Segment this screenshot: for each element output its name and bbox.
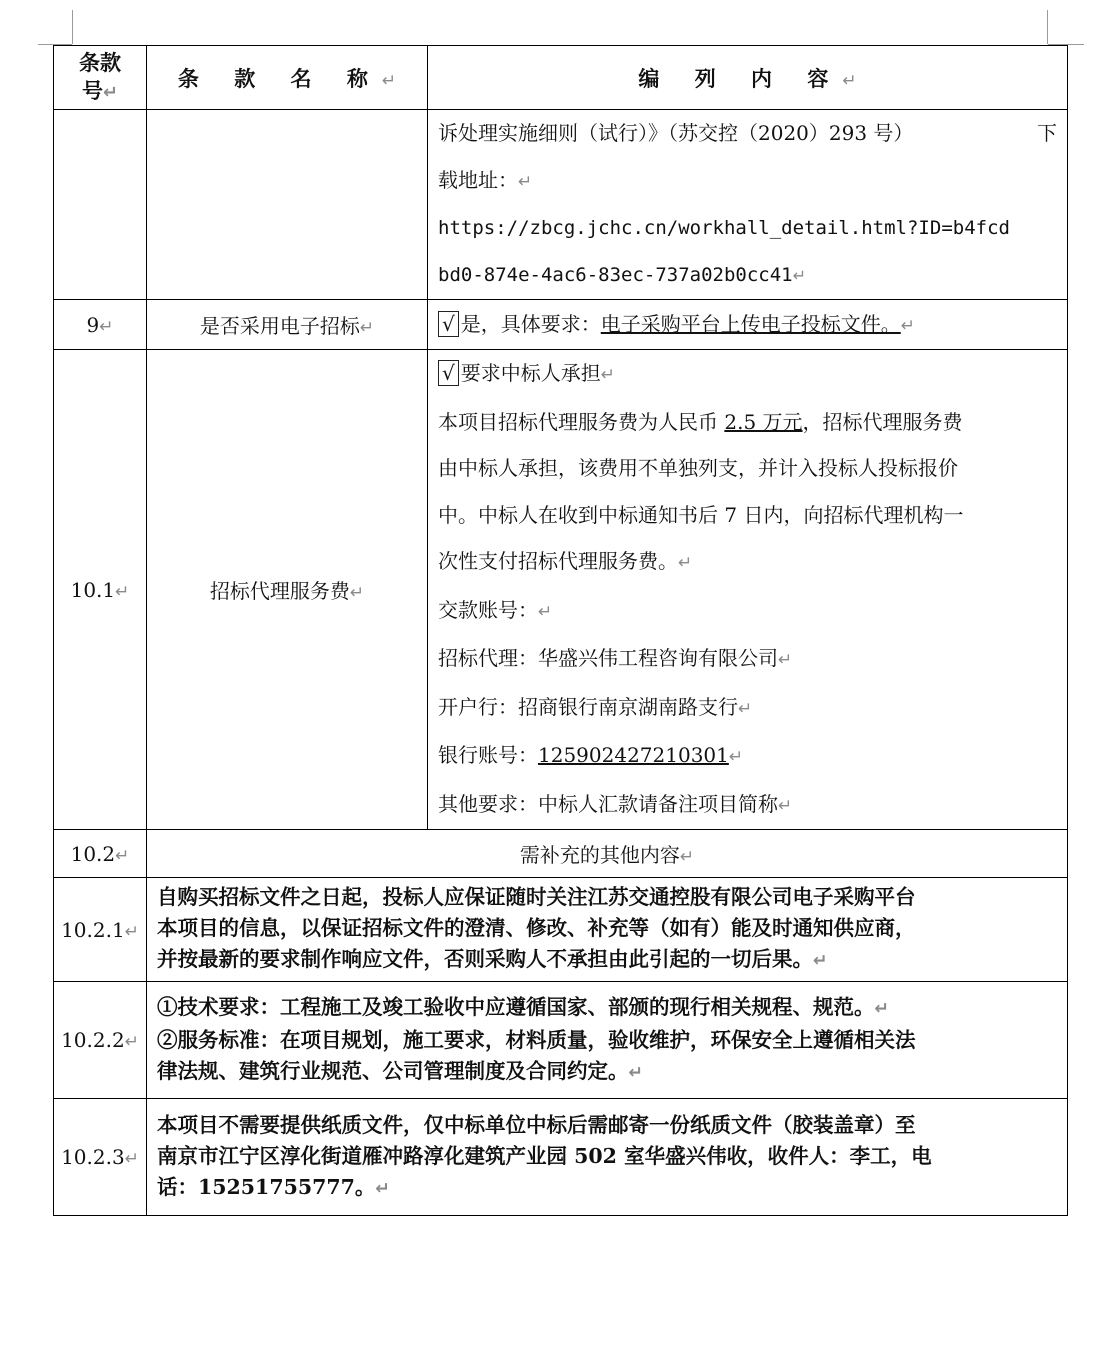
content-line: 下 (1037, 121, 1057, 145)
paragraph-mark: ↵ (124, 921, 139, 942)
paragraph-mark: ↵ (115, 581, 130, 602)
paragraph-mark: ↵ (518, 171, 533, 192)
page-corner-mark-left-v (72, 10, 73, 44)
clause-number (54, 878, 147, 982)
checkbox-checked-icon: √ (438, 360, 459, 386)
clause-number (54, 830, 147, 878)
paragraph-mark: ↵ (538, 601, 553, 622)
bank-name: 开户行：招商银行南京湖南路支行 (438, 694, 738, 719)
content-line: 本项目不需要提供纸质文件，仅中标单位中标后需邮寄一份纸质文件（胶装盖章）至 (157, 1112, 916, 1137)
table-row (54, 350, 1068, 830)
paragraph-mark: ↵ (778, 795, 793, 816)
content-text: 次性支付招标代理服务费。 (438, 549, 678, 573)
content-text: 要求中标人承担 (460, 361, 601, 385)
content-text: 是，具体要求： (460, 311, 601, 336)
content-text: 中。中标人在收到中标通知书后 7 日内，向招标代理机构一 (438, 502, 964, 527)
cell-content (428, 110, 1068, 300)
clause-number-text: 10.2.2 (61, 1028, 125, 1052)
clause-number-text: 10.2.3 (61, 1145, 125, 1169)
content-text: 本项目招标代理服务费为人民币 (438, 409, 718, 434)
content-line: 律法规、建筑行业规范、公司管理制度及合同约定。 (157, 1058, 629, 1083)
paragraph-mark: ↵ (115, 845, 130, 866)
content-text: 由中标人承担，该费用不单独列支，并计入投标人投标报价 (438, 456, 958, 480)
content-line: 自购买招标文件之日起，投标人应保证随时关注江苏交通控股有限公司电子采购平台 (157, 885, 916, 909)
clause-name-text: 是否采用电子招标 (199, 314, 360, 338)
cell-empty (54, 110, 147, 300)
agent-name: 招标代理：华盛兴伟工程咨询有限公司 (438, 646, 778, 670)
content-line: ②服务标准：在项目规划，施工要求，材料质量，验收维护，环保安全上遵循相关法 (157, 1027, 916, 1052)
content-line: ①技术要求：工程施工及竣工验收中应遵循国家、部颁的现行相关规程、规范。 (157, 994, 875, 1019)
paragraph-mark: ↵ (600, 365, 615, 385)
paragraph-mark: ↵ (103, 81, 118, 103)
clause-number (54, 982, 147, 1099)
content-line: 本项目的信息，以保证招标文件的澄清、修改、补充等（如有）能及时通知供应商， (157, 916, 916, 940)
page-corner-mark-right-v (1047, 10, 1048, 44)
header-clause-name (147, 46, 428, 110)
clause-number-text: 9 (86, 312, 100, 337)
cell-content (147, 982, 1068, 1099)
paragraph-mark: ↵ (124, 1032, 139, 1052)
fee-amount: 2.5 万元 (724, 409, 803, 434)
paragraph-mark: ↵ (678, 553, 693, 573)
table-row (54, 110, 1068, 300)
table-header-row (54, 46, 1068, 110)
clause-name (147, 300, 428, 350)
download-url-line: bd0-874e-4ac6-83ec-737a02b0cc41 (438, 263, 793, 286)
content-text: 其他要求：中标人汇款请备注项目简称 (438, 791, 778, 816)
cell-content (147, 878, 1068, 982)
clause-number-text: 10.2 (70, 841, 116, 866)
table-row (54, 1099, 1068, 1216)
paragraph-mark: ↵ (792, 265, 807, 285)
clause-table (53, 45, 1068, 1216)
download-url-line: https://zbcg.jchc.cn/workhall_detail.html?ID=b4fcd (438, 217, 1010, 239)
table-row (54, 300, 1068, 350)
content-line: 话：15251755777。 (157, 1174, 376, 1199)
header-clause-number (54, 46, 147, 110)
clause-number (54, 1099, 147, 1216)
bank-account-number: 125902427210301 (538, 743, 729, 767)
paragraph-mark: ↵ (813, 951, 828, 971)
cell-content (428, 300, 1068, 350)
paragraph-mark: ↵ (842, 70, 857, 91)
underlined-requirement: 电子采购平台上传电子投标文件。 (600, 311, 901, 336)
clause-number (54, 350, 147, 830)
header-clause-name-text: 条 款 名 称 (177, 65, 382, 91)
content-text: 银行账号： (438, 743, 538, 767)
paragraph-mark: ↵ (99, 316, 114, 337)
header-content-text: 编 列 内 容 (638, 65, 843, 91)
content-line: 南京市江宁区淳化街道雁冲路淳化建筑产业园 502 室华盛兴伟收，收件人：李工，电 (157, 1143, 932, 1168)
header-content (428, 46, 1068, 110)
table-row (54, 830, 1068, 878)
cell-content (428, 350, 1068, 830)
paragraph-mark: ↵ (381, 70, 397, 91)
paragraph-mark: ↵ (349, 583, 365, 603)
paragraph-mark: ↵ (375, 1178, 390, 1199)
content-text: 交款账号： (438, 597, 538, 622)
paragraph-mark: ↵ (738, 698, 753, 719)
content-text: ，招标代理服务费 (802, 409, 963, 434)
content-line: 诉处理实施细则（试行）》（苏交控（2020）293 号） (438, 121, 914, 145)
cell-content (147, 1099, 1068, 1216)
cell-empty (147, 110, 428, 300)
clause-number-text: 10.1 (70, 577, 116, 602)
paragraph-mark: ↵ (359, 318, 375, 338)
content-line: 载地址： (438, 167, 518, 192)
paragraph-mark: ↵ (874, 998, 890, 1019)
paragraph-mark: ↵ (628, 1062, 644, 1083)
clause-number (54, 300, 147, 350)
content-line: 并按最新的要求制作响应文件，否则采购人不承担由此引起的一切后果。 (157, 947, 813, 971)
section-title-text: 需补充的其他内容 (519, 843, 680, 867)
table-row (54, 878, 1068, 982)
checkbox-checked-icon: √ (438, 311, 459, 337)
clause-name-text: 招标代理服务费 (209, 579, 350, 603)
header-clause-number-text: 条款号 (79, 49, 121, 103)
clause-name (147, 350, 428, 830)
section-title (147, 830, 1068, 878)
paragraph-mark: ↵ (124, 1149, 139, 1169)
paragraph-mark: ↵ (679, 847, 695, 867)
paragraph-mark: ↵ (900, 315, 915, 336)
clause-number-text: 10.2.1 (61, 917, 125, 942)
paragraph-mark: ↵ (728, 747, 744, 767)
table-row (54, 982, 1068, 1099)
paragraph-mark: ↵ (778, 650, 793, 670)
